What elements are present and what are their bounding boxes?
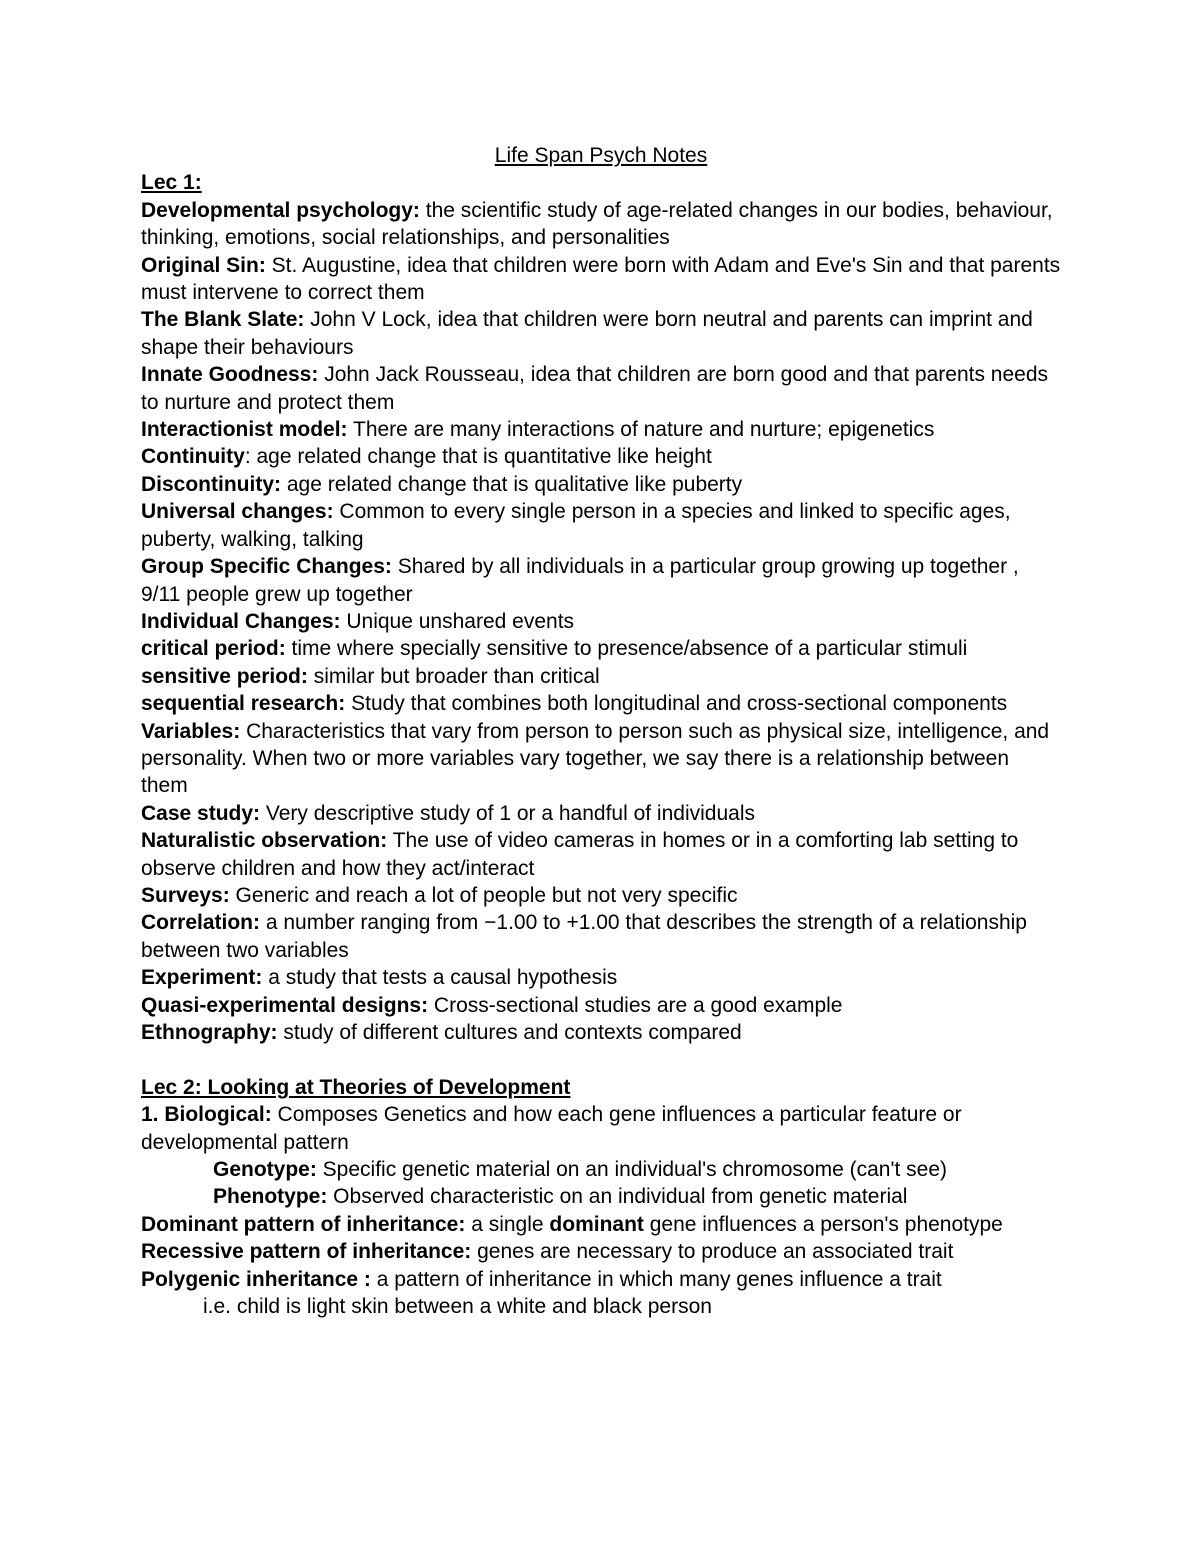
definition-entry	[141, 252, 1061, 307]
recessive-text: genes are necessary to produce an associated trait	[471, 1240, 954, 1264]
definition-term: Group Specific Changes:	[141, 555, 392, 579]
definition-term: Surveys:	[141, 883, 230, 907]
definition-text: Generic and reach a lot of people but not very specific	[229, 883, 738, 907]
definition-term: The Blank Slate:	[141, 308, 305, 332]
definition-text: The use of video cameras in homes or in a comforting lab setting to observe children and how they act/interact	[141, 829, 1019, 880]
definition-entry	[141, 827, 1061, 882]
definition-term: Correlation:	[141, 911, 261, 935]
definition-text: a number ranging from −1.00 to +1.00 that describes the strength of a relationship between two variables	[141, 911, 1027, 962]
definition-text: Shared by all individuals in a particular group growing up together , 9/11 people grew up together	[141, 555, 1019, 606]
lec1-heading: Lec 1:	[141, 171, 202, 195]
definition-entry	[141, 992, 1061, 1019]
biological-term: 1. Biological:	[141, 1103, 272, 1127]
definition-entry	[141, 361, 1061, 416]
definition-term: sensitive period:	[141, 664, 308, 688]
definition-text: the scientific study of age-related changes in our bodies, behaviour, thinking, emotions, social relationships, and personalities	[141, 198, 1053, 250]
definition-text: John V Lock, idea that children were born neutral and parents can imprint and shape their behaviours	[141, 308, 1033, 359]
dominant-text-before: a single	[465, 1212, 550, 1236]
phenotype-entry	[141, 1183, 1061, 1210]
definition-text: Cross-sectional studies are a good example	[428, 993, 843, 1017]
definition-entry	[141, 718, 1061, 800]
biological-entry	[141, 1101, 1061, 1156]
definition-term: Experiment:	[141, 966, 263, 990]
genotype-text: Specific genetic material on an individual's chromosome (can't see)	[316, 1158, 947, 1182]
definition-text: Study that combines both longitudinal and cross-sectional components	[345, 692, 1008, 716]
definition-entry	[141, 909, 1061, 964]
genotype-term: Genotype:	[213, 1158, 317, 1182]
definition-entry	[141, 443, 1061, 470]
definition-text: time where specially sensitive to presence/absence of a particular stimuli	[285, 637, 968, 661]
dominant-bold-word: dominant	[549, 1212, 644, 1236]
definition-term: Variables:	[141, 719, 241, 743]
definition-entry	[141, 498, 1061, 553]
definition-entry	[141, 690, 1061, 717]
definition-text: : age related change that is quantitative like height	[244, 445, 712, 469]
definition-term: Case study:	[141, 801, 261, 825]
definition-term: Ethnography:	[141, 1021, 278, 1044]
definition-term: Individual Changes:	[141, 609, 341, 633]
dominant-text-after: gene influences a person's phenotype	[643, 1212, 1003, 1236]
definition-text: Common to every single person in a species and linked to specific ages, puberty, walking, talking	[141, 500, 1011, 551]
dominant-term: Dominant pattern of inheritance:	[141, 1212, 466, 1236]
definition-term: Quasi-experimental designs:	[141, 993, 429, 1017]
definition-text: Characteristics that vary from person to person such as physical size, intelligence, and personality. When two or more variables vary together, we say there is a relationship between them	[141, 719, 1050, 798]
recessive-term: Recessive pattern of inheritance:	[141, 1240, 472, 1264]
definition-entry	[141, 882, 1061, 909]
definition-term: Innate Goodness:	[141, 363, 319, 387]
definition-term: sequential research:	[141, 692, 346, 716]
genotype-entry	[141, 1156, 1061, 1183]
phenotype-term: Phenotype:	[213, 1185, 328, 1209]
definition-text: study of different cultures and contexts compared	[277, 1021, 742, 1044]
definition-entry	[141, 197, 1061, 252]
section-spacer	[141, 1046, 1061, 1073]
definition-entry	[141, 663, 1061, 690]
definition-text: similar but broader than critical	[307, 664, 600, 688]
polygenic-entry	[141, 1266, 1061, 1293]
definition-term: critical period:	[141, 637, 286, 661]
definition-text: St. Augustine, idea that children were born with Adam and Eve's Sin and that parents must intervene to correct them	[141, 253, 1061, 305]
definition-term: Original Sin:	[141, 253, 266, 277]
definition-term: Developmental psychology:	[141, 198, 420, 222]
definition-entry	[141, 416, 1061, 443]
definition-entry	[141, 306, 1061, 361]
definition-term: Interactionist model:	[141, 418, 348, 442]
polygenic-term: Polygenic inheritance :	[141, 1267, 371, 1291]
definition-text: a study that tests a causal hypothesis	[262, 966, 618, 990]
definition-entry	[141, 635, 1061, 662]
definition-entry	[141, 471, 1061, 498]
definition-entry	[141, 553, 1061, 608]
definition-term: Continuity	[141, 445, 245, 469]
definition-entry	[141, 1019, 1061, 1046]
definition-term: Discontinuity:	[141, 472, 281, 496]
phenotype-text: Observed characteristic on an individual from genetic material	[327, 1185, 908, 1209]
definition-entry	[141, 964, 1061, 991]
lec1-entries	[141, 197, 1061, 1047]
dominant-entry	[141, 1211, 1061, 1238]
definition-text: Very descriptive study of 1 or a handful of individuals	[260, 801, 755, 825]
definition-text: age related change that is qualitative like puberty	[281, 472, 743, 496]
definition-entry	[141, 800, 1061, 827]
definition-term: Naturalistic observation:	[141, 829, 388, 853]
lec2-heading: Lec 2: Looking at Theories of Development	[141, 1075, 571, 1099]
definition-text: John Jack Rousseau, idea that children are born good and that parents needs to nurture and protect them	[141, 363, 1049, 414]
document-body	[141, 142, 1061, 1320]
definition-text: Unique unshared events	[340, 609, 575, 633]
biological-text: Composes Genetics and how each gene influences a particular feature or developmental pattern	[141, 1103, 962, 1154]
definition-term: Universal changes:	[141, 500, 334, 524]
document-title: Life Span Psych Notes	[494, 144, 708, 167]
polygenic-text: a pattern of inheritance in which many genes influence a trait	[370, 1267, 942, 1291]
polygenic-example: i.e. child is light skin between a white and black person	[203, 1295, 712, 1319]
recessive-entry	[141, 1238, 1061, 1265]
definition-entry	[141, 608, 1061, 635]
definition-text: There are many interactions of nature and nurture; epigenetics	[347, 418, 935, 442]
